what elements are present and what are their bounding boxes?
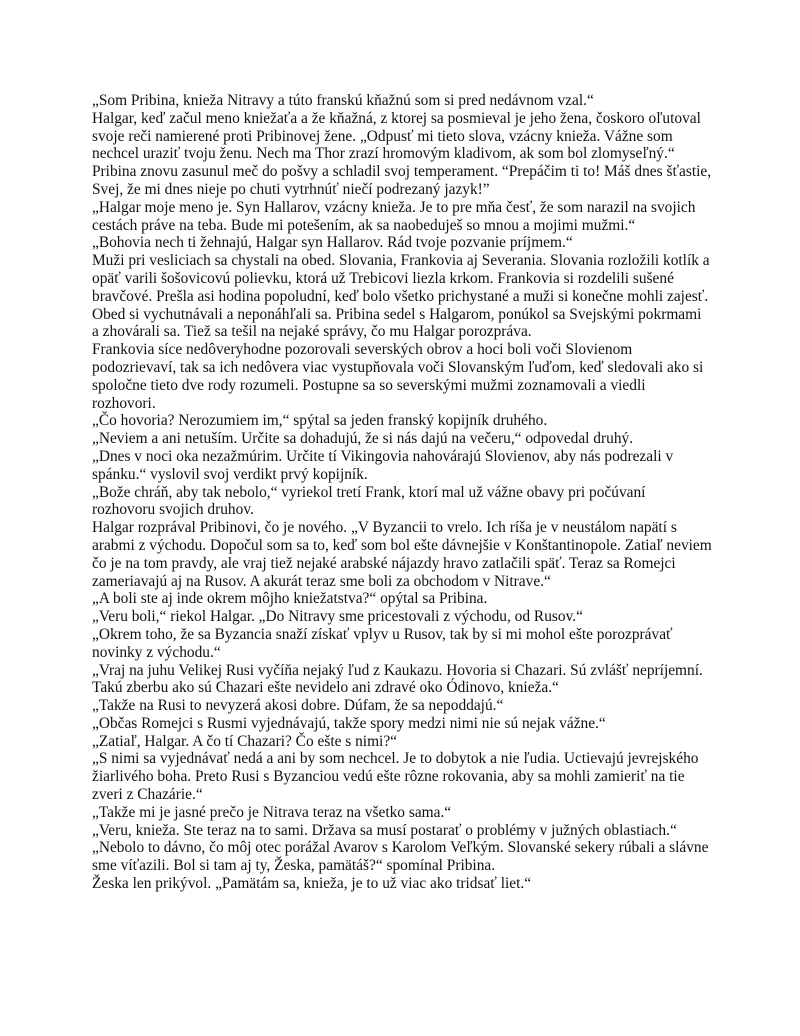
- paragraph: „Veru, knieža. Ste teraz na to sami. Država sa musí postarať o problémy v južných oblastiach.“: [92, 821, 677, 839]
- paragraph: Halgar, keď začul meno kniežaťa a že kňažná, z ktorej sa posmieval je jeho žena, čoskoro oľutoval svoje reči namierené proti Pribinovej žene. „Odpusť mi tieto slova, vzácny knieža. Vážne som nechcel uraziť tvoju ženu. Nech ma Thor zrazí hromovým kladivom, ak som bol zlomyseľný.“: [92, 109, 701, 163]
- paragraph: „Veru boli,“ riekol Halgar. „Do Nitravy sme pricestovali z východu, od Rusov.“: [92, 608, 583, 626]
- paragraph: „Zatiaľ, Halgar. A čo tí Chazari? Čo ešte s nimi?“: [92, 732, 397, 750]
- paragraph: „Dnes v noci oka nezažmúrim. Určite tí Vikingovia nahovárajú Slovienov, aby nás podrezali v spánku.“ vyslovil svoj verdikt prvý kopijník.: [92, 447, 674, 483]
- paragraph: „Takže na Rusi to nevyzerá akosi dobre. Dúfam, že sa nepoddajú.“: [92, 697, 504, 715]
- paragraph: „Bože chráň, aby tak nebolo,“ vyriekol tretí Frank, ktorí mal už vážne obavy pri počúvaní rozhovoru svojich druhov.: [92, 483, 646, 519]
- document-page: [92, 92, 712, 893]
- paragraph: „A boli ste aj inde okrem môjho kniežatstva?“ opýtal sa Pribina.: [92, 590, 488, 608]
- paragraph: „Okrem toho, že sa Byzancia snaží získať vplyv u Rusov, tak by si mi mohol ešte porozprávať novinky z východu.“: [92, 625, 673, 661]
- paragraph: „Čo hovoria? Nerozumiem im,“ spýtal sa jeden franský kopijník druhého.: [92, 412, 548, 430]
- paragraph: Halgar rozprával Pribinovi, čo je nového. „V Byzancii to vrelo. Ich ríša je v neustálom napätí s arabmi z východu. Dopočul som sa to, keď som bol ešte dávnejšie v Konštantinopole. Zatiaľ neviem čo je na tom pravdy, ale vraj tiež nejaké arabské nájazdy hravo zatlačili späť. Teraz sa Romejci zameriavajú aj na Rusov. A akurát teraz sme boli za obchodom v Nitrave.“: [92, 519, 712, 590]
- paragraph: „Nebolo to dávno, čo môj otec porážal Avarov s Karolom Veľkým. Slovanské sekery rúbali a slávne sme víťazili. Bol si tam aj ty, Žeska, pamätáš?“ spomínal Pribina.: [92, 839, 709, 875]
- paragraph: „Vraj na juhu Velikej Rusi vyčíňa nejaký ľud z Kaukazu. Hovoria si Chazari. Sú zvlášť nepríjemní. Takú zberbu ako sú Chazari ešte nevidelo ani zdravé oko Ódinovo, knieža.“: [92, 661, 703, 697]
- paragraph: Frankovia síce nedôveryhodne pozorovali severských obrov a hoci boli voči Slovienom podozrievaví, tak sa ich nedôvera viac vystupňovala voči Slovanským ľuďom, keď sledovali ako si spoločne tieto dve rody rozumeli. Postupne sa so severskými mužmi zoznamovali a viedli rozhovori.: [92, 341, 704, 412]
- paragraph: Muži pri vesliciach sa chystali na obed. Slovania, Frankovia aj Severania. Slovania rozložili kotlík a opäť varili šošovicovú polievku, ktorá už Trebicovi liezla krkom. Frankovia si rozdelili sušené bravčové. Prešla asi hodina popoludní, keď bolo všetko prichystané a muži si konečne mohli zajesť. Obed si vychutnávali a neponáhľali sa. Pribina sedel s Halgarom, ponúkol sa Svejskými pokrmami a zhovárali sa. Tiež sa tešil na nejaké správy, čo mu Halgar porozpráva.: [92, 252, 710, 341]
- paragraph: „S nimi sa vyjednávať nedá a ani by som nechcel. Je to dobytok a nie ľudia. Uctievajú jevrejského žiarlivého boha. Preto Rusi s Byzanciou vedú ešte rôzne rokovania, aby sa mohli zamieriť na tie zveri z Chazárie.“: [92, 750, 699, 804]
- paragraph: „Bohovia nech ti žehnajú, Halgar syn Hallarov. Rád tvoje pozvanie príjmem.“: [92, 234, 573, 252]
- paragraph: „Som Pribina, knieža Nitravy a túto franskú kňažnú som si pred nedávnom vzal.“: [92, 92, 594, 109]
- paragraph: Žeska len prikývol. „Pamätám sa, knieža, je to už viac ako tridsať liet.“: [92, 875, 532, 893]
- paragraph: „Halgar moje meno je. Syn Hallarov, vzácny knieža. Je to pre mňa česť, že som narazil na svojich cestách práve na teba. Bude mi potešením, ak sa naobeduješ so mnou a mojimi mužmi.“: [92, 198, 696, 234]
- paragraph: „Občas Romejci s Rusmi vyjednávajú, takže spory medzi nimi nie sú nejak vážne.“: [92, 714, 606, 732]
- paragraph: „Neviem a ani netuším. Určite sa dohadujú, že si nás dajú na večeru,“ odpovedal druhý.: [92, 430, 634, 448]
- paragraph: „Takže mi je jasné prečo je Nitrava teraz na všetko sama.“: [92, 803, 452, 821]
- paragraph: Pribina znovu zasunul meč do pošvy a schladil svoj temperament. “Prepáčim ti to! Máš dnes šťastie, Svej, že mi dnes nieje po chuti vytrhnúť niečí podrezaný jazyk!”: [92, 163, 712, 198]
